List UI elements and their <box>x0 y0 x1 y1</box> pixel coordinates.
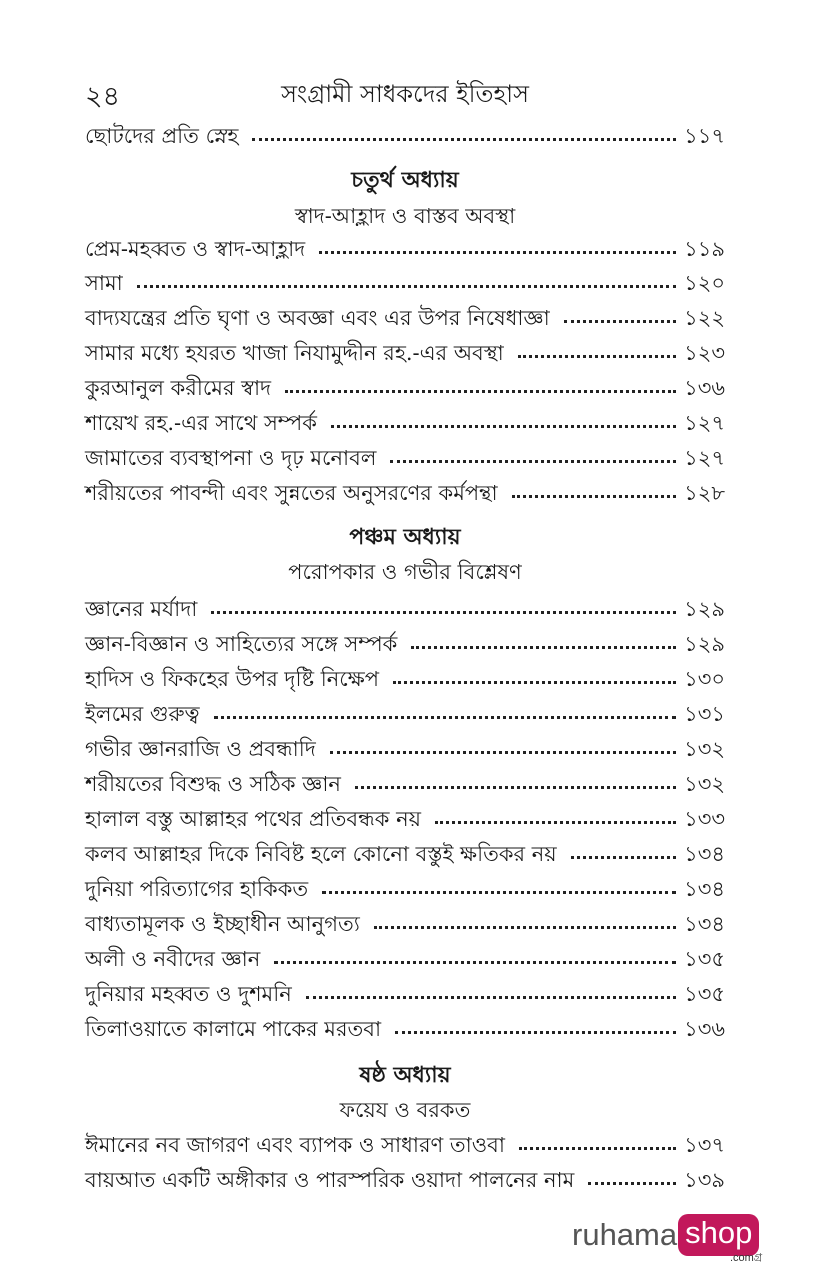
dot-leader <box>306 996 676 999</box>
dot-leader <box>355 786 676 789</box>
dot-leader <box>519 1147 676 1150</box>
toc-entry-page: ১৩৫ <box>684 947 725 971</box>
dot-leader <box>137 285 676 288</box>
dot-leader <box>518 355 676 358</box>
toc-entry[interactable] <box>85 1122 725 1156</box>
dot-leader <box>374 926 676 929</box>
toc-entry-title: তিলাওয়াতে কালামে পাকের মরতবা <box>85 1017 382 1041</box>
toc-entry-title: কলব আল্লাহর দিকে নিবিষ্ট হলে কোনো বস্তুই ক্ষতিকর নয় <box>85 842 557 866</box>
toc-entry[interactable] <box>85 1157 725 1191</box>
toc-entry-title: শরীয়তের বিশুদ্ধ ও সঠিক জ্ঞান <box>85 772 341 796</box>
watermark-suffix: .comগ্র <box>730 1252 763 1264</box>
ruhamashop-watermark <box>572 1205 772 1265</box>
dot-leader <box>330 751 676 754</box>
toc-entry-title: হালাল বস্তু আল্লাহর পথের প্রতিবন্ধক নয় <box>85 807 421 831</box>
toc-entry-page: ১৩৪ <box>684 912 725 936</box>
toc-entry-page: ১২৩ <box>684 341 725 365</box>
page-number: ২৪ <box>85 81 121 112</box>
dot-leader <box>331 425 676 428</box>
dot-leader <box>322 891 676 894</box>
toc-entry-title: হাদিস ও ফিকহের উপর দৃষ্টি নিক্ষেপ <box>85 667 379 691</box>
toc-entry-page: ১৩২ <box>684 772 725 796</box>
dot-leader <box>211 611 676 614</box>
toc-entry[interactable] <box>85 656 725 690</box>
toc-entry[interactable] <box>85 1006 725 1040</box>
toc-entry[interactable] <box>85 226 725 260</box>
toc-entry-page: ১২২ <box>684 306 725 330</box>
toc-entry-page: ১৩৬ <box>684 376 725 400</box>
chapter-subtitle: পরোপকার ও গভীর বিশ্লেষণ <box>288 560 522 584</box>
toc-entry-title: সামার মধ্যে হযরত খাজা নিযামুদ্দীন রহ.-এর অবস্থা <box>85 341 504 365</box>
toc-entry-title: বাদ্যযন্ত্রের প্রতি ঘৃণা ও অবজ্ঞা এবং এর উপর নিষেধাজ্ঞা <box>85 306 550 330</box>
page-header <box>85 70 725 110</box>
toc-entry-title: ঈমানের নব জাগরণ এবং ব্যাপক ও সাধারণ তাওবা <box>85 1133 505 1157</box>
toc-entry-title: শায়েখ রহ.-এর সাথে সম্পর্ক <box>85 411 317 435</box>
dot-leader <box>252 138 676 141</box>
toc-entry[interactable] <box>85 621 725 655</box>
running-title: সংগ্রামী সাধকদের ইতিহাস <box>281 80 529 108</box>
toc-entry-page: ১৩৪ <box>684 877 725 901</box>
toc-entry[interactable] <box>85 365 725 399</box>
toc-entry-page: ১২৮ <box>684 481 725 505</box>
toc-entry-page: ১৩৩ <box>684 807 725 831</box>
dot-leader <box>411 646 676 649</box>
chapter-subtitle: ফয়েয ও বরকত <box>339 1098 471 1122</box>
toc-entry-title: ছোটদের প্রতি স্নেহ <box>85 124 239 148</box>
toc-entry-title: জ্ঞানের মর্যাদা <box>85 597 198 621</box>
toc-entry[interactable] <box>85 796 725 830</box>
toc-entry-page: ১২৭ <box>684 446 725 470</box>
dot-leader <box>588 1182 676 1185</box>
toc-entry[interactable] <box>85 260 725 294</box>
toc-entry-page: ১২৯ <box>684 597 725 621</box>
watermark-ruhama: ruhama <box>572 1217 678 1252</box>
toc-entry[interactable] <box>85 400 725 434</box>
toc-entry[interactable] <box>85 971 725 1005</box>
toc-entry[interactable] <box>85 435 725 469</box>
toc-entry[interactable] <box>85 330 725 364</box>
dot-leader <box>274 961 676 964</box>
toc-entry-title: বাধ্যতামূলক ও ইচ্ছাধীন আনুগত্য <box>85 912 360 936</box>
dot-leader <box>512 495 676 498</box>
toc-entry-title: দুনিয়ার মহব্বত ও দুশমনি <box>85 982 292 1006</box>
toc-entry-page: ১৩৭ <box>684 1133 725 1157</box>
toc-entry-title: সামা <box>85 271 123 295</box>
toc-entry-title: বায়আত একটি অঙ্গীকার ও পারস্পরিক ওয়াদা পালনের নাম <box>85 1168 575 1192</box>
toc-entry-page: ১৩১ <box>684 702 725 726</box>
toc-entry-title: দুনিয়া পরিত্যাগের হাকিকত <box>85 877 309 901</box>
toc-entry-page: ১৩৬ <box>684 1017 725 1041</box>
dot-leader <box>395 1031 676 1034</box>
toc-entry[interactable] <box>85 901 725 935</box>
toc-entry-page: ১৩০ <box>684 667 725 691</box>
toc-entry[interactable] <box>85 831 725 865</box>
chapter-subtitle: স্বাদ-আহ্লাদ ও বাস্তব অবস্থা <box>294 204 516 228</box>
toc-entry-title: অলী ও নবীদের জ্ঞান <box>85 947 261 971</box>
dot-leader <box>564 320 676 323</box>
toc-entry[interactable] <box>85 936 725 970</box>
toc-entry-title: প্রেম-মহব্বত ও স্বাদ-আহ্লাদ <box>85 237 306 261</box>
toc-entry[interactable] <box>85 761 725 795</box>
toc-entry[interactable] <box>85 295 725 329</box>
toc-entry[interactable] <box>85 113 725 147</box>
chapter-heading: পঞ্চম অধ্যায় <box>349 524 461 550</box>
dot-leader <box>214 716 677 719</box>
toc-entry-title: শরীয়তের পাবন্দী এবং সুন্নতের অনুসরণের কর্মপন্থা <box>85 481 498 505</box>
toc-entry-page: ১১৭ <box>684 124 725 148</box>
toc-entry-title: জ্ঞান-বিজ্ঞান ও সাহিত্যের সঙ্গে সম্পর্ক <box>85 632 398 656</box>
dot-leader <box>390 460 676 463</box>
toc-entry[interactable] <box>85 586 725 620</box>
toc-entry-page: ১২৯ <box>684 632 725 656</box>
chapter-heading: ষষ্ঠ অধ্যায় <box>359 1062 451 1088</box>
toc-entry-page: ১৩৯ <box>684 1168 725 1192</box>
dot-leader <box>285 390 676 393</box>
chapter-heading: চতুর্থ অধ্যায় <box>351 167 459 193</box>
toc-entry[interactable] <box>85 470 725 504</box>
dot-leader <box>393 681 676 684</box>
toc-entry-page: ১২০ <box>684 271 725 295</box>
dot-leader <box>319 251 676 254</box>
toc-entry[interactable] <box>85 866 725 900</box>
toc-entry[interactable] <box>85 726 725 760</box>
toc-entry-title: জামাতের ব্যবস্থাপনা ও দৃঢ় মনোবল <box>85 446 377 470</box>
toc-entry[interactable] <box>85 691 725 725</box>
toc-entry-page: ১১৯ <box>684 237 725 261</box>
toc-entry-title: গভীর জ্ঞানরাজি ও প্রবন্ধাদি <box>85 737 316 761</box>
dot-leader <box>571 856 676 859</box>
dot-leader <box>435 821 676 824</box>
toc-entry-page: ১৩৪ <box>684 842 725 866</box>
toc-entry-title: কুরআনুল করীমের স্বাদ <box>85 376 272 400</box>
toc-entry-page: ১৩৫ <box>684 982 725 1006</box>
toc-entry-title: ইলমের গুরুত্ব <box>85 702 200 726</box>
toc-entry-page: ১২৭ <box>684 411 725 435</box>
toc-entry-page: ১৩২ <box>684 737 725 761</box>
watermark-shop-badge: shop <box>678 1214 759 1256</box>
